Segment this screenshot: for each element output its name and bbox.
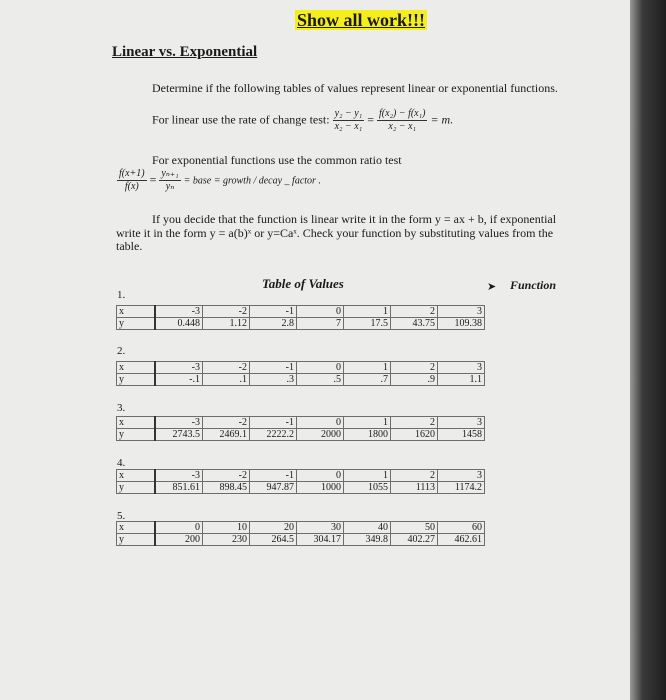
row-label: x [117, 362, 156, 374]
row-label: y [117, 482, 156, 494]
table-1-number: 1. [117, 289, 126, 301]
linear-fraction-2 [377, 108, 427, 133]
y-cell: 1800 [344, 429, 391, 441]
row-label: x [117, 522, 156, 534]
header-highlight: Show all work!!! [297, 10, 426, 30]
x-cell: 50 [391, 522, 438, 534]
x-cell: 60 [438, 522, 485, 534]
table-row-y [117, 318, 485, 330]
x-cell: 0 [155, 522, 203, 534]
exponential-formula [117, 168, 321, 193]
table-row-x [117, 362, 485, 374]
row-label: x [117, 417, 156, 429]
y-cell: 349.8 [344, 534, 391, 546]
x-cell: 1 [344, 306, 391, 318]
linear-fraction-1-den: x₂ − x₁ [334, 121, 363, 132]
exp-equals: = [149, 172, 157, 187]
exp-tail: = base = growth / decay _ factor . [183, 175, 321, 187]
y-cell: .5 [297, 374, 344, 386]
table-row-x [117, 522, 485, 534]
y-cell: .3 [250, 374, 297, 386]
x-cell: 40 [344, 522, 391, 534]
exp-fraction-1 [117, 168, 147, 193]
table-row-x [117, 417, 485, 429]
y-cell: 2.8 [250, 318, 297, 330]
row-label: y [117, 429, 156, 441]
y-cell: 2469.1 [203, 429, 250, 441]
x-cell: 0 [297, 306, 344, 318]
x-cell: -3 [155, 306, 203, 318]
row-label: x [117, 470, 156, 482]
values-table-5 [116, 521, 485, 546]
x-cell: -2 [203, 306, 250, 318]
cursor-arrow-icon: ➤ [487, 281, 497, 293]
table-row-y [117, 482, 485, 494]
values-table-1 [116, 305, 485, 330]
x-cell: -2 [203, 362, 250, 374]
table-row-y [117, 374, 485, 386]
y-cell: .7 [344, 374, 391, 386]
table-row-x [117, 470, 485, 482]
y-cell: 2743.5 [155, 429, 203, 441]
table-of-values-title: Table of Values [262, 276, 344, 291]
x-cell: -1 [250, 362, 297, 374]
decide-line3: table. [116, 239, 143, 253]
linear-fraction-1 [333, 108, 365, 133]
y-cell: 1458 [438, 429, 485, 441]
y-cell: 947.87 [250, 482, 297, 494]
y-cell: 462.61 [438, 534, 485, 546]
x-cell: 0 [297, 417, 344, 429]
exp-fraction-2-den: yₙ [165, 181, 175, 192]
row-label: y [117, 318, 156, 330]
decide-line1: If you decide that the function is linear write it in the form y = ax + b, if exponential [152, 212, 557, 226]
x-cell: -3 [155, 470, 203, 482]
x-cell: 0 [297, 362, 344, 374]
y-cell: .1 [203, 374, 250, 386]
x-cell: 3 [438, 306, 485, 318]
linear-test-line [152, 108, 453, 133]
y-cell: 17.5 [344, 318, 391, 330]
x-cell: -1 [250, 306, 297, 318]
y-cell: 1.1 [438, 374, 485, 386]
values-table-2 [116, 361, 485, 386]
exp-fraction-2 [159, 168, 180, 193]
y-cell: -.1 [155, 374, 203, 386]
linear-fraction-1-num: y₂ − y₁ [334, 108, 363, 119]
y-cell: 851.61 [155, 482, 203, 494]
x-cell: 1 [344, 470, 391, 482]
linear-test-label: For linear use the rate of change test: [152, 112, 330, 127]
linear-fraction-2-den: x₂ − x₁ [388, 121, 416, 132]
x-cell: 2 [391, 306, 438, 318]
x-cell: -2 [203, 417, 250, 429]
y-cell: 1055 [344, 482, 391, 494]
photo-dark-edge [630, 0, 666, 700]
y-cell: 2222.2 [250, 429, 297, 441]
linear-fraction-2-num: f(x₂) − f(x₁) [378, 108, 426, 119]
page-header [295, 10, 427, 31]
exp-fraction-2-num: yₙ₊₁ [161, 168, 179, 179]
x-cell: -3 [155, 362, 203, 374]
y-cell: 0.448 [155, 318, 203, 330]
values-table-4 [116, 469, 485, 494]
x-cell: 3 [438, 470, 485, 482]
x-cell: 10 [203, 522, 250, 534]
x-cell: 3 [438, 362, 485, 374]
y-cell: 1.12 [203, 318, 250, 330]
row-label: y [117, 374, 156, 386]
x-cell: 2 [391, 470, 438, 482]
y-cell: 402.27 [391, 534, 438, 546]
table-2-number: 2. [117, 345, 126, 357]
x-cell: 20 [250, 522, 297, 534]
row-label: y [117, 534, 156, 546]
worksheet-title: Linear vs. Exponential [112, 44, 258, 60]
instruction-line1: Determine if the following tables of values represent linear or exponential functions. [152, 81, 558, 95]
y-cell: 304.17 [297, 534, 344, 546]
y-cell: 230 [203, 534, 250, 546]
exp-fraction-1-den: f(x) [124, 181, 139, 192]
table-row-x [117, 306, 485, 318]
table-4-number: 4. [117, 457, 126, 469]
row-label: x [117, 306, 156, 318]
linear-tail: = m. [430, 112, 454, 127]
y-cell: 109.38 [438, 318, 485, 330]
decide-line2: write it in the form y = a(b)ˣ or y=Caˣ. Check your function by substituting values from the [116, 226, 554, 240]
x-cell: 30 [297, 522, 344, 534]
x-cell: -1 [250, 470, 297, 482]
table-5-number: 5. [117, 510, 126, 522]
y-cell: 7 [297, 318, 344, 330]
x-cell: -1 [250, 417, 297, 429]
function-column-title: Function [510, 278, 557, 292]
exp-fraction-1-num: f(x+1) [119, 168, 145, 179]
x-cell: -3 [155, 417, 203, 429]
y-cell: 264.5 [250, 534, 297, 546]
values-table-3 [116, 416, 485, 441]
exponential-test-line: For exponential functions use the common ratio test [152, 153, 402, 167]
y-cell: 1000 [297, 482, 344, 494]
x-cell: 3 [438, 417, 485, 429]
y-cell: 2000 [297, 429, 344, 441]
y-cell: 1113 [391, 482, 438, 494]
y-cell: .9 [391, 374, 438, 386]
table-row-y [117, 534, 485, 546]
x-cell: -2 [203, 470, 250, 482]
y-cell: 898.45 [203, 482, 250, 494]
x-cell: 0 [297, 470, 344, 482]
y-cell: 1174.2 [438, 482, 485, 494]
linear-equals: = [367, 112, 374, 127]
x-cell: 2 [391, 362, 438, 374]
table-row-y [117, 429, 485, 441]
table-3-number: 3. [117, 402, 126, 414]
y-cell: 43.75 [391, 318, 438, 330]
x-cell: 1 [344, 362, 391, 374]
y-cell: 200 [155, 534, 203, 546]
x-cell: 2 [391, 417, 438, 429]
x-cell: 1 [344, 417, 391, 429]
y-cell: 1620 [391, 429, 438, 441]
